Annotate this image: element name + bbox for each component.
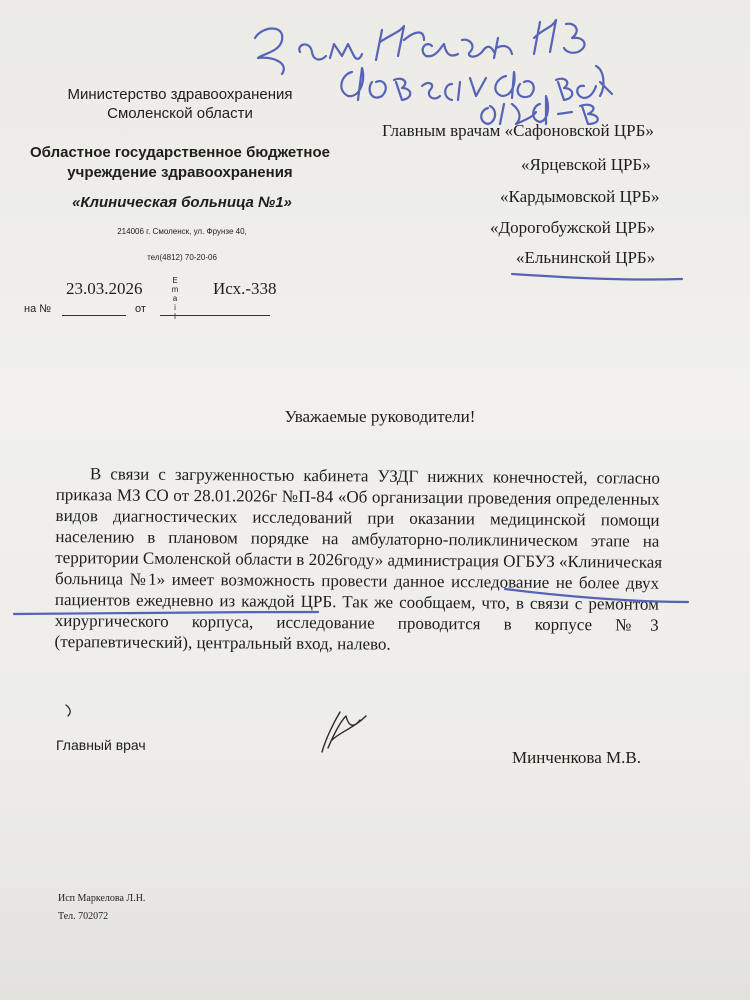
organization-name: «Клиническая больница №1» (72, 194, 292, 211)
outgoing-number: Исх.-338 (213, 279, 277, 298)
signatory-name: Минченкова М.В. (512, 748, 641, 767)
body-line-4: населению в плановом порядке на амбулаторно-поликлиническом этапе на (55, 526, 660, 551)
recipient-1: Главным врачам «Сафоновской ЦРБ» (382, 121, 654, 140)
recipient-2: «Ярцевской ЦРБ» (521, 155, 651, 174)
recipient-4: «Дорогобужской ЦРБ» (490, 218, 656, 237)
ministry-line-1: Министерство здравоохранения (67, 86, 293, 103)
email-stamp: Е m a i l (171, 276, 179, 321)
ministry-line-2: Смоленской области (107, 105, 253, 122)
ref-number-label: на № (24, 303, 52, 315)
outgoing-date: 23.03.2026 (66, 279, 143, 298)
body-line-1: В связи с загруженностью кабинета УЗДГ нижних конечностей, согласно (89, 464, 660, 488)
body-line-8: хирургического корпуса, исследование проводится в корпусе №3 (54, 610, 659, 635)
executor-phone: Тел. 702072 (58, 911, 109, 922)
body-line-3: видов диагностических исследований при оказании медицинской помощи (55, 505, 660, 530)
body-line-7: пациентов ежедневно из каждой ЦРБ. Так же сообщаем, что, в связи с ремонтом (54, 589, 659, 614)
ref-date-label: от (135, 303, 146, 315)
body-line-5: территории Смоленской области в 2026году» администрация ОГБУЗ «Клиническая (55, 547, 663, 572)
recipient-3: «Кардымовской ЦРБ» (500, 187, 660, 206)
organization-address: 214006 г. Смоленск, ул. Фрунзе 40, (117, 227, 247, 236)
body-line-6: больница №1» имеет возможность провести данное исследование не более двух (55, 568, 660, 593)
org-line-2: учреждение здравоохранения (67, 164, 293, 181)
body-line-9: (терапевтический), центральный вход, налево. (54, 631, 391, 654)
org-line-1: Областное государственное бюджетное (30, 144, 330, 161)
signature-position: Главный врач (56, 737, 146, 753)
executor-name: Исп Маркелова Л.Н. (58, 893, 146, 904)
greeting: Уважаемые руководители! (284, 407, 476, 426)
body-line-2: приказа МЗ СО от 28.01.2026г №П-84 «Об организации проведения определенных (55, 484, 660, 509)
recipient-5: «Ельнинской ЦРБ» (516, 248, 656, 267)
organization-phone: тел(4812) 70-20-06 (147, 253, 217, 262)
